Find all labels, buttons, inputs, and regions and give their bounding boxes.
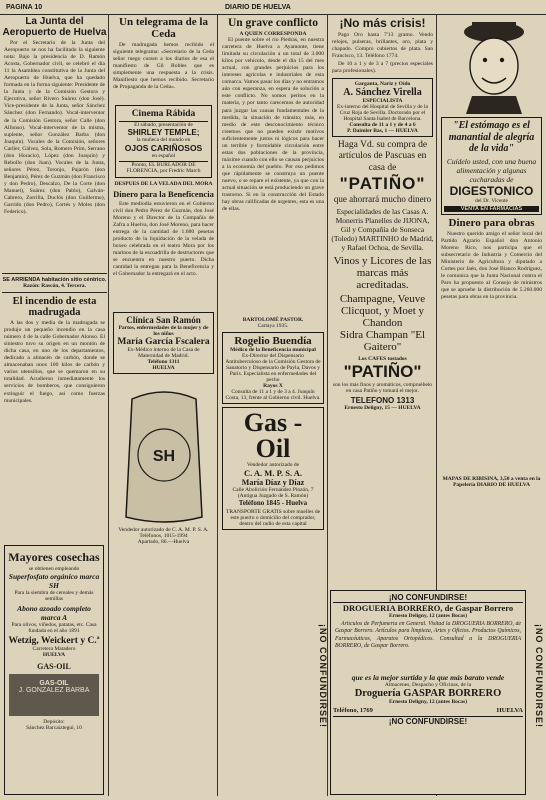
station-sign: GAS-OIL (39, 679, 69, 687)
patino-save: que ahorrará mucho dinero (333, 194, 432, 205)
gasoil-address: Calle Abolición Fernández Pinzón, 7 (Antigua Juzgado de S. Ramón) (232, 487, 314, 500)
clinic-city: HUELVA (152, 365, 175, 372)
shoulders (466, 96, 522, 114)
cinema-lang: en español (151, 153, 176, 160)
drogueria-side-banner-left: ¡NO CONFUNDIRSE! (318, 624, 328, 728)
clinic-doctor: María García Fscalera (117, 337, 210, 348)
eye-left (482, 58, 486, 62)
clinic-tel: Teléfono 1311 (147, 359, 180, 366)
column-2 (111, 14, 216, 796)
gasoil-vendor: Vendedor autorizado de (246, 462, 300, 469)
headline-telegrama: Un telegrama de la Ceda (119, 16, 208, 40)
column-rule (108, 14, 109, 796)
cinema-star: SHIRLEY TEMPLE; (127, 128, 200, 138)
gasoil-owner: María Díaz y Díaz (241, 478, 305, 488)
ad-cinema-rabida (115, 105, 212, 178)
station-name: J. GONZALEZ BARBA (18, 686, 90, 694)
column-3 (220, 14, 326, 796)
cinema-date: El sábado, presentación de (134, 122, 193, 129)
gasoil-tel: Teléfono 1845 - Huelva (238, 499, 308, 508)
cinema-next: Pronto, EL BURLADOR DE FLORENCIA, por Fredric March (119, 161, 208, 174)
ent-text: Ex-interno del Hospital de Sevilla y de la Cruz Roja de Sevilla. Doctorado por el Hospital Santa Isabel de Barcelona. (337, 103, 428, 122)
gasoil-campsa: C. A. M. P. S. A. (243, 468, 302, 479)
cinema-film: OJOS CARIÑOSOS (124, 143, 203, 154)
drogueria-side-banner-right: ¡NO CONFUNDIRSE! (534, 624, 544, 728)
mayores-abono: Abono azoado completo marca A (17, 603, 91, 622)
cinema-name: Cinema Rábida (119, 109, 208, 122)
ent-hours: Consulta de 11 a 1 y de 4 a 6 (349, 121, 416, 128)
clinic-sub: Partos, enfermedades de la mujer y de los niños (118, 325, 209, 338)
wines-text: Vinos y Licores de las marcas más acreditadas. (333, 255, 432, 292)
ad-sanchez-virella (332, 78, 433, 137)
headline-mora: DESPUES DE LA VELADA DEL MORA (114, 181, 213, 188)
man-face-illustration (442, 14, 542, 114)
drogueria-text: Artículos de Perfumería en General. Visitad la DROGUERIA BORRERO, de Gaspar Borrero. Artículos para limpieza, Artes y Oficios. Productos Químicos, Farmacéuticos, Aparatos Ortopédicos. Consultad a la DROGUERIA BORRERO, de Gaspar Borrero. (335, 621, 521, 649)
ad-rent-address: Razón: Rascón, 4. Tercera. (23, 283, 86, 289)
gasoil-transport: TRANSPORTE GRATIS sobre muelles de este puerto o domicilio del comprador, dentro del radio de esta capital (225, 509, 321, 528)
patino-intro: Haga Vd. su compra de artículos de Pascuas en casa de (337, 139, 428, 173)
ad-drogueria-borrero (330, 590, 526, 795)
doctor-title: Médico de la Beneficencia municipal (230, 347, 316, 354)
article-obras: Nuestro querido amigo el señor local del Partido Agrario Español don Antonio Moreno Rico, nos participa que el subsecretario de Industria y Comercio del Ministerio de Agricultura y diputado a Cortes por Jaén, don José Blanco Rodríguez, le comunica que la Junta Nacional contra el Paro ha propuesto al Consejo de ministros que se apruebe la distribución de 5.260.000 pesetas para obras en la provincia. (441, 231, 542, 301)
champagne-text: Champagne, Veuve Clicquot, y Moet y Chandon (339, 293, 426, 330)
hat-crown (472, 22, 516, 36)
gasoil-headline: Gas - Oil (243, 408, 303, 464)
article-telegrama: De madrugada hemos recibido el siguiente telegrama: «Secretario de la Ceda señor ruego cursen a los diarios de esa el manifiesto de Gil Robles que es simplemente una respuesta a la crisis. Manifiesto que hemos recibido. Secretario de Propaganda de la Ceda». (113, 42, 214, 91)
sack-label: SH (152, 448, 175, 466)
ent-title: Garganta, Nariz y Oído (354, 80, 411, 87)
digest-brand: DIGESTONICO (449, 183, 534, 198)
doctor-text: Ex-Director del Dispensario Antituberculoso de la Comisión Gestora de Sanatorio y Dispensario de Payla, Davos y París. Especialista en enfermedades del pecho (225, 353, 321, 384)
ad-rent: SE ARRIENDA habitación sitio céntrico. (2, 277, 107, 283)
sack-caption: Vendedor autorizado de C. A. M. P. S. A. (118, 527, 209, 534)
doctor-xray: Rayos X (263, 383, 283, 390)
digest-slogan: "El estómago es el manantial de alegría de la vida" (448, 120, 535, 154)
ent-spec: ESPECIALISTA (362, 97, 403, 104)
headline-beneficencia: Dinero para la Beneficencia (113, 189, 214, 200)
sack-address: Apartado, 86.—Huelva (137, 539, 190, 546)
drogueria-stores: Almacenes, Despacho y Oficinas, de la (384, 682, 472, 688)
patino-tel: TELEFONO 1313 (350, 396, 415, 406)
drogueria-banner-bottom: ¡NO CONFUNDIRSE! (333, 716, 523, 726)
gas-station-photo (9, 674, 99, 716)
page-number: PAGINA 10 (6, 4, 43, 11)
ad-mapas: MAPAS DE RIBISINA, 3,50 a venta en la Papelería DIARIO DE HUELVA (442, 476, 541, 489)
headline-junta: La Junta del Aeropuerto de Huelva (2, 16, 107, 38)
doctor-hours: Consulta de 11 a 1 y de 3 a 4. Joaquín Costa, 13, frente al Gobierno civil. Huelva. (225, 389, 321, 402)
doctor-name: Rogelio Buendía (234, 335, 312, 348)
mayores-company: Wetzig, Weickert y C.ª (8, 635, 100, 646)
headline-no-mas-crisis: ¡No más crisis! (339, 16, 426, 30)
deposit-label: Depósito: (43, 718, 65, 725)
mayores-text: Para la siembra de cereales y demás semillas (14, 589, 94, 602)
sack-tel: Teléfonos, 1015-1994 (139, 533, 188, 540)
fertilizer-sack-illustration (114, 377, 214, 527)
drogueria-address-2: Ernesto Deligny, 12 (antes Bocas) (388, 699, 468, 705)
drogueria-address: Ernesto Deligny, 12 (antes Bocas) (388, 613, 468, 619)
ent-doctor: A. Sánchez Virella (343, 86, 422, 98)
face-shape (470, 38, 518, 94)
patino-brand-2: "PATIÑO" (343, 362, 422, 382)
gasoil-title: GAS-OIL (37, 661, 71, 671)
article-beneficencia: Este mediodía estuvieron en el Gobierno civil don Pedro Pérez de Guzmán, don José Moreno y el Director de la Compañía de Zafra a Huelva, don José Moreno, para hacer entrega de la cantidad de 1.680 pesetas producto de la liquidación de la velada de boxeo celebrada en el teatro Mora por los marinos de la escuadrilla de destructores que se encuentra en nuestro puerto. Dicha cantidad la entregan para la Beneficencia y el Gobernador la entregará en el acto. (113, 201, 214, 278)
subtitle-conflicto: A QUIEN CORRESPONDA (239, 31, 307, 38)
ad-clinica (113, 312, 214, 374)
ent-address-line: P. Daimler Bas, 1 — HUELVA (347, 127, 418, 134)
cinema-desc: la muñeca del mundo en (136, 137, 191, 144)
patino-brand: "PATIÑO" (339, 174, 426, 194)
mayores-sub: se obtienen empleando (28, 565, 80, 572)
clinic-credentials: Ex-Médico interno de la Casa de Maternidad de Madrid. (127, 347, 200, 360)
patino-address-line: Ernesto Deligny, 15 — HUELVA (344, 405, 421, 412)
headline-incendio: El incendio de esta madrugada (12, 296, 97, 319)
drogueria-contact (333, 707, 523, 714)
drogueria-banner: ¡NO CONFUNDIRSE! (333, 593, 523, 603)
ad-digestonico (441, 117, 542, 215)
digest-text: Cuídelo usted, con una buena alimentación y algunas cucharadas de (446, 156, 537, 184)
mayores-product: Superfosfato orgánico marca SH (8, 571, 100, 590)
drogueria-name: DROGUERIA BORRERO, de Gaspar Borrero (342, 603, 514, 613)
article-conflicto: El puente sobre el río Piedras, en nuestra carretera de Huelva a Ayamonte, tiene limitada su circulación a un total de 3.000 kilos por vehículo, desde el día 15 del mes actual, con grandes perjuicios para los intereses agrícolas e industriales de esta comarca. Vamos pasar los días y no entramos aún con esperanza, en espera de solución a este conflicto. No somos peritos en la materia, y por tanto carecemos de autoridad para juzgar las causas fundamentales de la medida, la situación de tránsito; más, en medio de este desconocimiento técnico creemos que no pueden existir motivos suficientemente justos ni lógicos para hacer un terrible y formidable circulación entre estas dos poblaciones de la provincia, máxime cuando con ello se causan perjuicios a la economía del pueblo. Por eso pedimos que rápidamente se construya un puente nuevo, o se repare el existente, ya que con la actual situación se está produciendo un grave trastorno. Si en la construcción del Estado hay obras calificadas de urgentes, esta es una de ellas. (222, 37, 324, 213)
eye-right (499, 58, 503, 62)
clinic-name: Clínica San Ramón (126, 315, 201, 326)
deposit-address: Sánchez Barcaiztegui, 10 (26, 724, 82, 731)
specialties-title: Especialidades de las Casas A. Monerris Planelles de JIJONA, (335, 207, 430, 226)
drogueria-tel: Teléfono, 1769 (333, 707, 373, 714)
cider-text: Sidra Champan "El Gaitero" (339, 329, 426, 354)
article-signature: BARTOLOMÉ PASTOR. (242, 317, 304, 324)
drogueria-city: HUELVA (496, 707, 523, 714)
mayores-city: HUELVA (42, 651, 66, 658)
patino-coffee-text: son los más finos y aromáticos, compruébelo en casa Patiño y tomará el mejor. (332, 382, 433, 395)
paper-name: DIARIO DE HUELVA (225, 4, 291, 11)
digest-doctor: del Dr. Vicente (474, 197, 509, 204)
mayores-abono-text: Para olivos, viñedos, patatas, etc. Casa fundada en el año 1891 (11, 621, 97, 634)
specialties-text: Gil y Compañía de Sonseca (Toledo) MARTINHO de Madrid, y Rafael Ochoa, de Sevilla. (331, 225, 434, 253)
article-incendio: A las dos y media de la madrugada se produjo un pequeño incendio en la casa número 4 de la calle Gobernador Alonso. El siniestro tuvo su origen en un montón de dicha casa, en uno de los departamentos, dedicado a almacén de carbón, donde se almacenaban unos 100 kilos de carbón y varios utensilios, que se quemaron en su totalidad. Acudieron inmediatamente los servicios de bomberos, que consiguieron extinguir el fuego, así como fuerzas municipales. (4, 320, 105, 404)
article-location: Cartaya 1935. (257, 323, 289, 330)
drogueria-slogan: que es la mejor surtida y la que más barato vende (351, 673, 505, 682)
ad-rogelio-buendia (222, 332, 324, 404)
headline-obras: Dinero para obras (448, 216, 535, 229)
mayores-address: Carretera Matadero (32, 645, 76, 652)
digest-sale: VENTA EN FARMACIAS (444, 206, 539, 212)
mayores-title: Mayores cosechas (8, 550, 100, 564)
drogueria-big: Droguería GASPAR BORRERO (354, 688, 502, 699)
ad-no-mas-crisis: Pago Oro hasta 7'13 gramo. Vendo relojes, pulseras, brillantes, oro, plata y chapado. Compro cubiertos de plata. San Francisco, 13. Teléfono 1774. De 10 a 1 y de 3 a 7 (precios especiales para profesionales). (332, 31, 433, 74)
column-rule (217, 14, 218, 796)
headline-conflicto: Un grave conflicto (227, 17, 319, 29)
cafes-title: Los CAFES tostados (358, 356, 407, 363)
ad-mayores-cosechas (4, 545, 104, 795)
article-junta: Por el Secretario de la Junta del Aeropuerto se nos ha facilitado la siguiente nota: Bajo la presidencia de D. Ramón Acosta, Gobernador civil, se celebró el día 11 la Asamblea constitutiva de la Junta del Aeropuerto de Huelva, que ha quedado formada en la forma siguiente: Presidente de la Junta y de la Comisión Gestora y Ejecutiva, señor Rivero Suárez (don José). Vice-presidente de la Junta, señor Sánchez Sánchez (don Fernando). Vocal-interventor de la Comisión Gestora, señor Calle (don Alfonso). Vocal-interventor de la misma, suplente, señor González Barba (don Joaquín). Vocales de la Comisión, señores Carlier, Gálvez, Sola, Romero Prim, Serrano (don Horacio), López (don Joaquín) y Rebollo (don Juan). Vocales de la Junta, señores Pérez, Toronjo, Pajarón (don Benjamín), Pérez de Guzmán (don Francisco y don Pedro), Descalzo, De la Corte (don Manuel), Suárez (don Pablo), Galván-Cabrero, Zorrilla, Duclós (don Guillermo), Garrido (don Pedro), Cortés y Moles (don Federico). (4, 40, 105, 216)
ad-gas-oil (222, 407, 324, 530)
